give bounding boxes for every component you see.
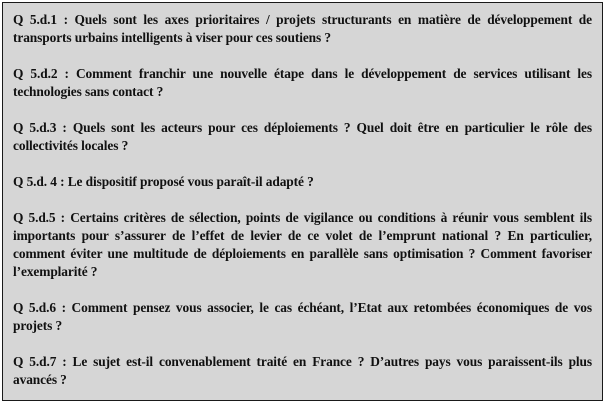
question-5d7: Q 5.d.7 : Le sujet est-il convenablement traité en France ? D’autres pays vous paraissent-ils plus avancés ? [13, 354, 592, 387]
question-5d4: Q 5.d. 4 : Le dispositif proposé vous paraît-il adapté ? [13, 174, 314, 189]
question-5d6: Q 5.d.6 : Comment pensez vous associer, le cas échéant, l’Etat aux retombées économiques de vos projets ? [13, 300, 592, 333]
question-5d1: Q 5.d.1 : Quels sont les axes prioritaires / projets structurants en matière de développement de transports urbains intelligents à viser pour ces soutiens ? [13, 12, 592, 45]
question-5d3: Q 5.d.3 : Quels sont les acteurs pour ces déploiements ? Quel doit être en particulier le rôle des collectivités locales ? [13, 120, 592, 153]
question-5d5: Q 5.d.5 : Certains critères de sélection, points de vigilance ou conditions à réunir vous semblent ils importants pour s’assurer de l’effet de levier de ce volet de l’emprunt national ? En particulier, comment éviter une multitude de déploiements en parallèle sans optimisation ? Comment favoriser l’exemplarité ? [13, 210, 592, 279]
question-5d2: Q 5.d.2 : Comment franchir une nouvelle étape dans le développement de services utilisant les technologies sans contact ? [13, 66, 592, 99]
questions-box [2, 2, 603, 401]
